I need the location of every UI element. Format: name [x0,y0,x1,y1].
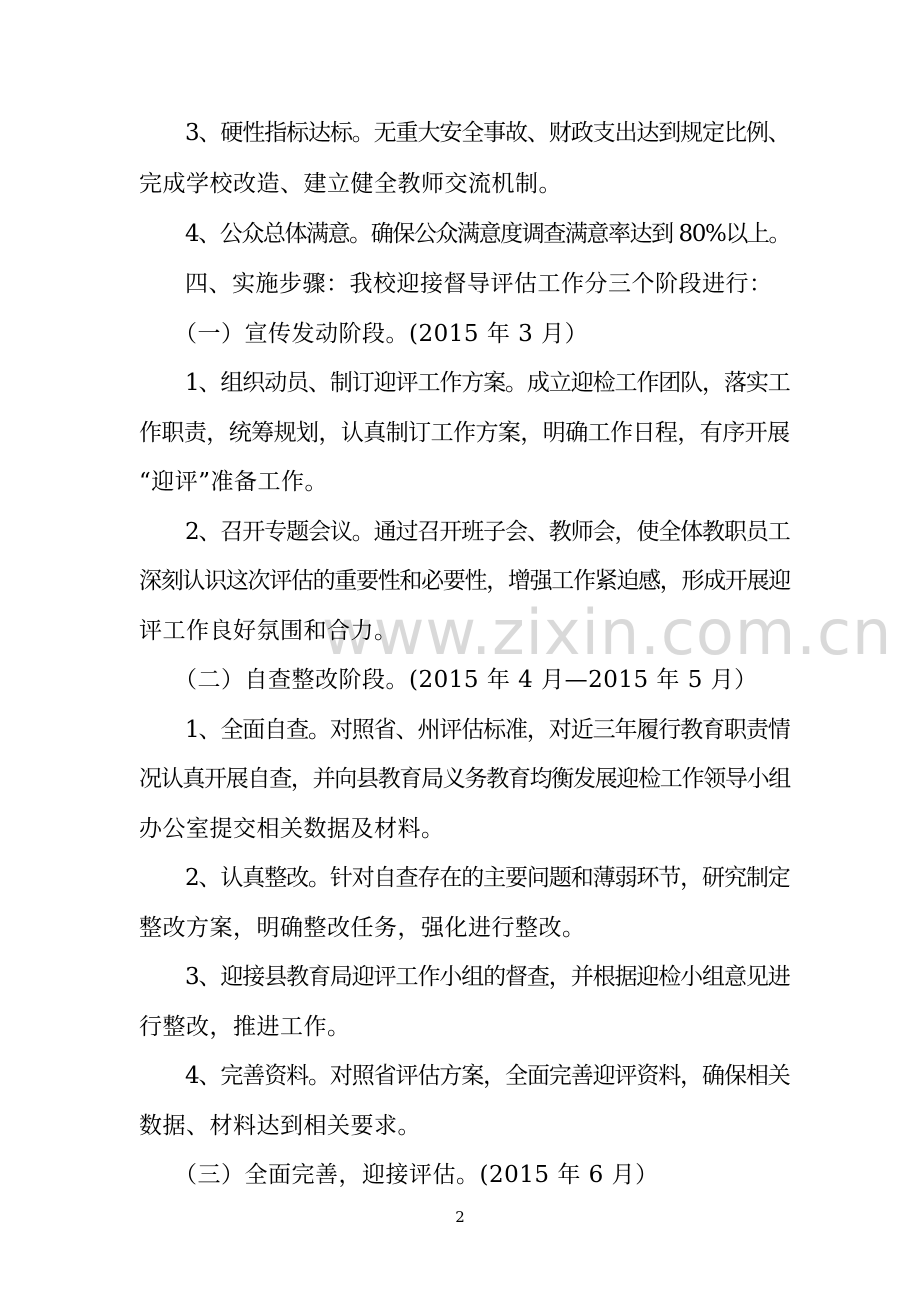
text-line: 况认真开展自查，并向县教育局义务教育均衡发展迎检工作领导小组 [139,766,791,792]
text-line: 行整改，推进工作。 [139,1014,351,1040]
text-line: 1、全面自查。对照省、州评估标准，对近三年履行教育职责情 [185,717,790,743]
text-line: 4、公众总体满意。确保公众满意度调查满意率达到 80%以上。 [185,221,791,247]
text-line: 数据、材料达到相关要求。 [139,1113,421,1139]
text-line: “迎评”准备工作。 [139,469,329,495]
watermark: www.zixin.com.cn [322,596,893,669]
text-line: 办公室提交相关数据及材料。 [139,816,445,842]
page-number: 2 [455,1208,465,1226]
text-line: 作职责，统筹规划，认真制订工作方案，明确工作日程，有序开展 [139,420,790,446]
section-heading: 四、实施步骤：我校迎接督导评估工作分三个阶段进行： [185,271,773,297]
subsection-heading: （二）自查整改阶段。(2015 年 4 月—2015 年 5 月） [174,667,758,693]
text-line: 2、认真整改。针对自查存在的主要问题和薄弱环节，研究制定 [185,865,790,891]
text-line: 完成学校改造、建立健全教师交流机制。 [139,171,562,197]
text-line: 评工作良好氛围和合力。 [139,618,398,644]
text-line: 3、迎接县教育局迎评工作小组的督查，并根据迎检小组意见进 [185,964,790,990]
text-line: 3、硬性指标达标。无重大安全事故、财政支出达到规定比例、 [185,120,790,146]
subsection-heading: （三）全面完善，迎接评估。(2015 年 6 月） [174,1162,659,1188]
text-line: 2、召开专题会议。通过召开班子会、教师会，使全体教职员工 [185,519,790,545]
text-line: 1、组织动员、制订迎评工作方案。成立迎检工作团队，落实工 [185,370,790,396]
text-line: 4、完善资料。对照省评估方案，全面完善迎评资料，确保相关 [185,1063,790,1089]
text-line: 深刻认识这次评估的重要性和必要性，增强工作紧迫感，形成开展迎 [139,568,791,594]
subsection-heading: （一）宣传发动阶段。(2015 年 3 月） [174,321,589,347]
text-line: 整改方案，明确整改任务，强化进行整改。 [139,915,586,941]
